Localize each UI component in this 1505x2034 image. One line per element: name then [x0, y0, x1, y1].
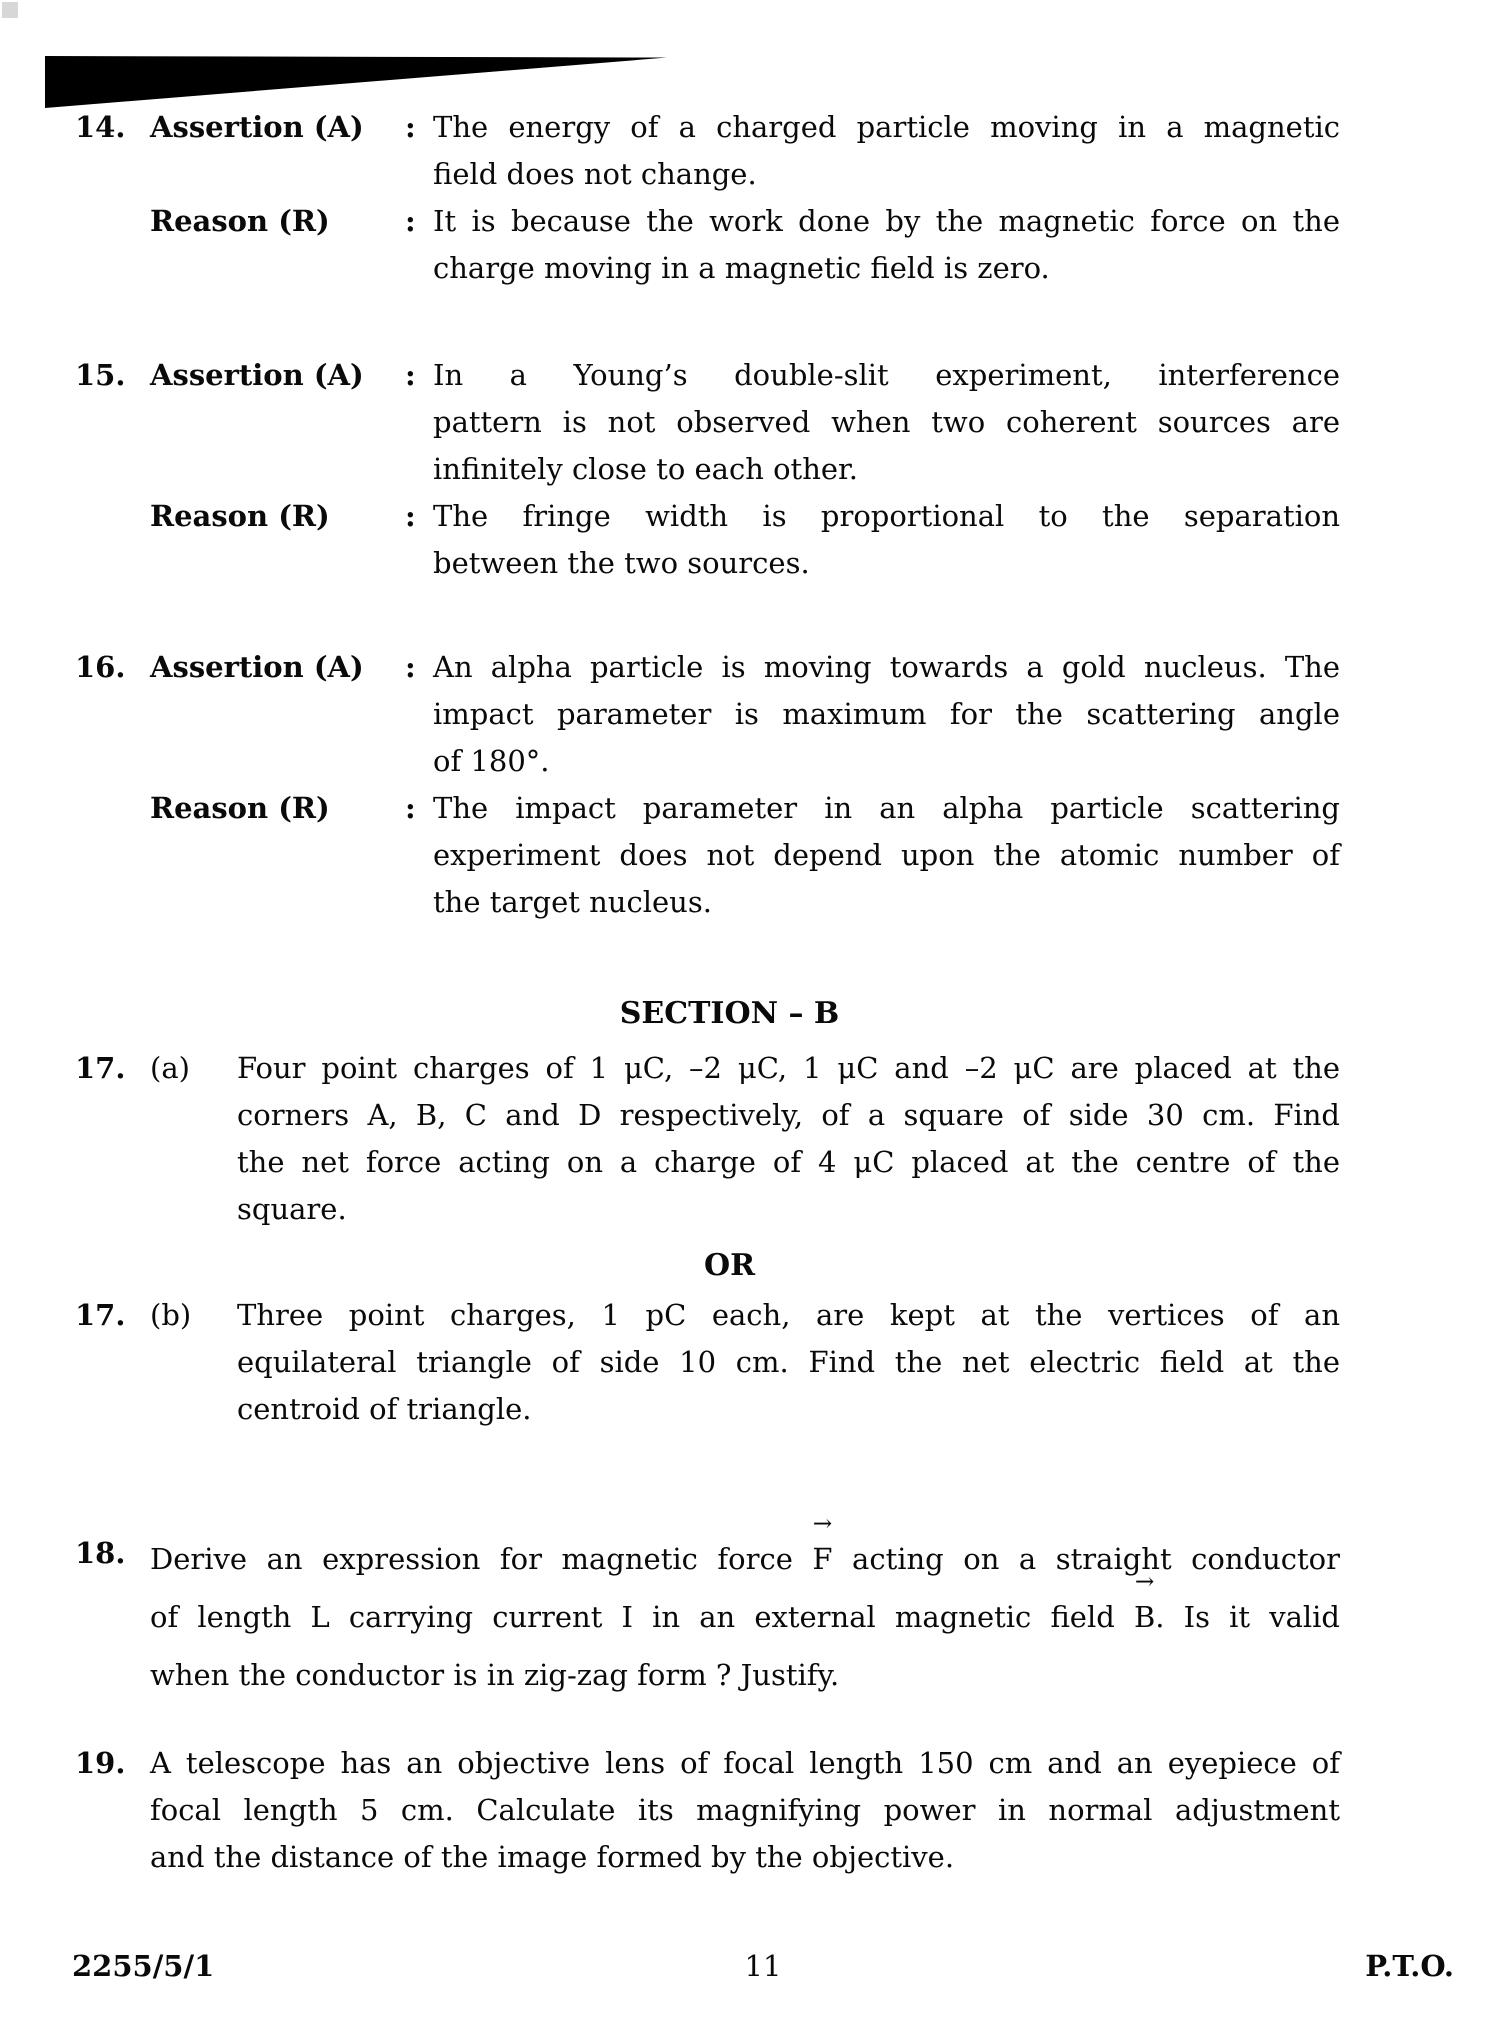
colon-separator: :	[405, 650, 416, 684]
colon-separator: :	[405, 358, 416, 392]
assertion-label: Assertion (A)	[150, 358, 364, 392]
paper-code: 2255/5/1	[72, 1949, 215, 1983]
reason-text	[433, 493, 1340, 587]
page-number: 11	[744, 1949, 782, 1983]
section-b-heading: SECTION – B	[619, 996, 840, 1031]
text-line: focal length 5 cm. Calculate its magnifying power in normal adjustment	[150, 1793, 1340, 1827]
text-line: the net force acting on a charge of 4 μC placed at the centre of the	[237, 1145, 1340, 1179]
assertion-label: Assertion (A)	[150, 650, 364, 684]
assertion-row	[75, 352, 1340, 493]
colon-separator: :	[405, 110, 416, 144]
question-text	[237, 1045, 1340, 1233]
text-line: An alpha particle is moving towards a gold nucleus. The	[433, 650, 1340, 684]
question-14	[75, 104, 1340, 292]
page-footer	[72, 1946, 1454, 1996]
text-line: between the two sources.	[433, 546, 810, 580]
text-line: In a Young’s double-slit experiment, interference	[433, 358, 1340, 392]
text-line: square.	[237, 1192, 347, 1226]
question-15	[75, 352, 1340, 587]
text-line: pattern is not observed when two coherent sources are	[433, 405, 1340, 439]
text-line: the target nucleus.	[433, 885, 712, 919]
reason-text	[433, 785, 1340, 926]
text-line: The impact parameter in an alpha particle scattering	[433, 791, 1340, 825]
question-part-label: (a)	[150, 1051, 190, 1085]
reason-text	[433, 198, 1340, 292]
question-number: 17.	[75, 1051, 126, 1085]
question-19	[75, 1740, 1340, 1881]
assertion-text	[433, 352, 1340, 493]
text-line: corners A, B, C and D respectively, of a square of side 30 cm. Find	[237, 1098, 1340, 1132]
question-18	[75, 1530, 1340, 1704]
text-line: of 180°.	[433, 744, 550, 778]
reason-row	[75, 785, 1340, 926]
colon-separator: :	[405, 499, 416, 533]
colon-separator: :	[405, 204, 416, 238]
text-line: when the conductor is in zig-zag form ? Justify.	[150, 1658, 840, 1692]
question-number: 15.	[75, 358, 126, 392]
vector-symbol: → B	[1134, 1588, 1155, 1646]
reason-label: Reason (R)	[150, 499, 330, 533]
pto-label: P.T.O.	[1365, 1949, 1454, 1983]
text-line: Four point charges of 1 μC, –2 μC, 1 μC and –2 μC are placed at the	[237, 1051, 1340, 1085]
text-line: It is because the work done by the magnetic force on the	[433, 204, 1340, 238]
text-line: centroid of triangle.	[237, 1392, 532, 1426]
reason-label: Reason (R)	[150, 791, 330, 825]
question-number: 16.	[75, 650, 126, 684]
text-line: Derive an expression for magnetic force → F acting on a straight conductor	[150, 1530, 1340, 1588]
text-line: Three point charges, 1 pC each, are kept at the vertices of an	[237, 1298, 1340, 1332]
question-number: 19.	[75, 1746, 126, 1780]
assertion-label: Assertion (A)	[150, 110, 364, 144]
text-line: The energy of a charged particle moving in a magnetic	[433, 110, 1340, 144]
reason-label: Reason (R)	[150, 204, 330, 238]
text-line: field does not change.	[433, 157, 757, 191]
question-17b	[75, 1292, 1340, 1433]
question-text	[237, 1292, 1340, 1433]
text-line: infinitely close to each other.	[433, 452, 858, 486]
question-text	[150, 1530, 1340, 1704]
question-text	[150, 1740, 1340, 1881]
question-number: 17.	[75, 1298, 126, 1332]
question-number: 14.	[75, 110, 126, 144]
text-line: impact parameter is maximum for the scattering angle	[433, 697, 1340, 731]
question-number: 18.	[75, 1536, 126, 1570]
text-line: of length L carrying current I in an external magnetic field → B. Is it valid	[150, 1588, 1340, 1646]
text-line: equilateral triangle of side 10 cm. Find the net electric field at the	[237, 1345, 1340, 1379]
question-17a	[75, 1045, 1340, 1233]
colon-separator: :	[405, 791, 416, 825]
text-line: The fringe width is proportional to the separation	[433, 499, 1340, 533]
question-part-label: (b)	[150, 1298, 192, 1332]
text-line: charge moving in a magnetic field is zero.	[433, 251, 1050, 285]
or-separator: OR	[703, 1248, 756, 1283]
vector-symbol: → F	[812, 1530, 832, 1588]
assertion-row	[75, 104, 1340, 198]
text-line: and the distance of the image formed by the objective.	[150, 1840, 955, 1874]
text-line: A telescope has an objective lens of focal length 150 cm and an eyepiece of	[150, 1746, 1340, 1780]
assertion-text	[433, 104, 1340, 198]
text-line: experiment does not depend upon the atomic number of	[433, 838, 1340, 872]
assertion-row	[75, 644, 1340, 785]
assertion-text	[433, 644, 1340, 785]
reason-row	[75, 493, 1340, 587]
reason-row	[75, 198, 1340, 292]
question-16	[75, 644, 1340, 926]
